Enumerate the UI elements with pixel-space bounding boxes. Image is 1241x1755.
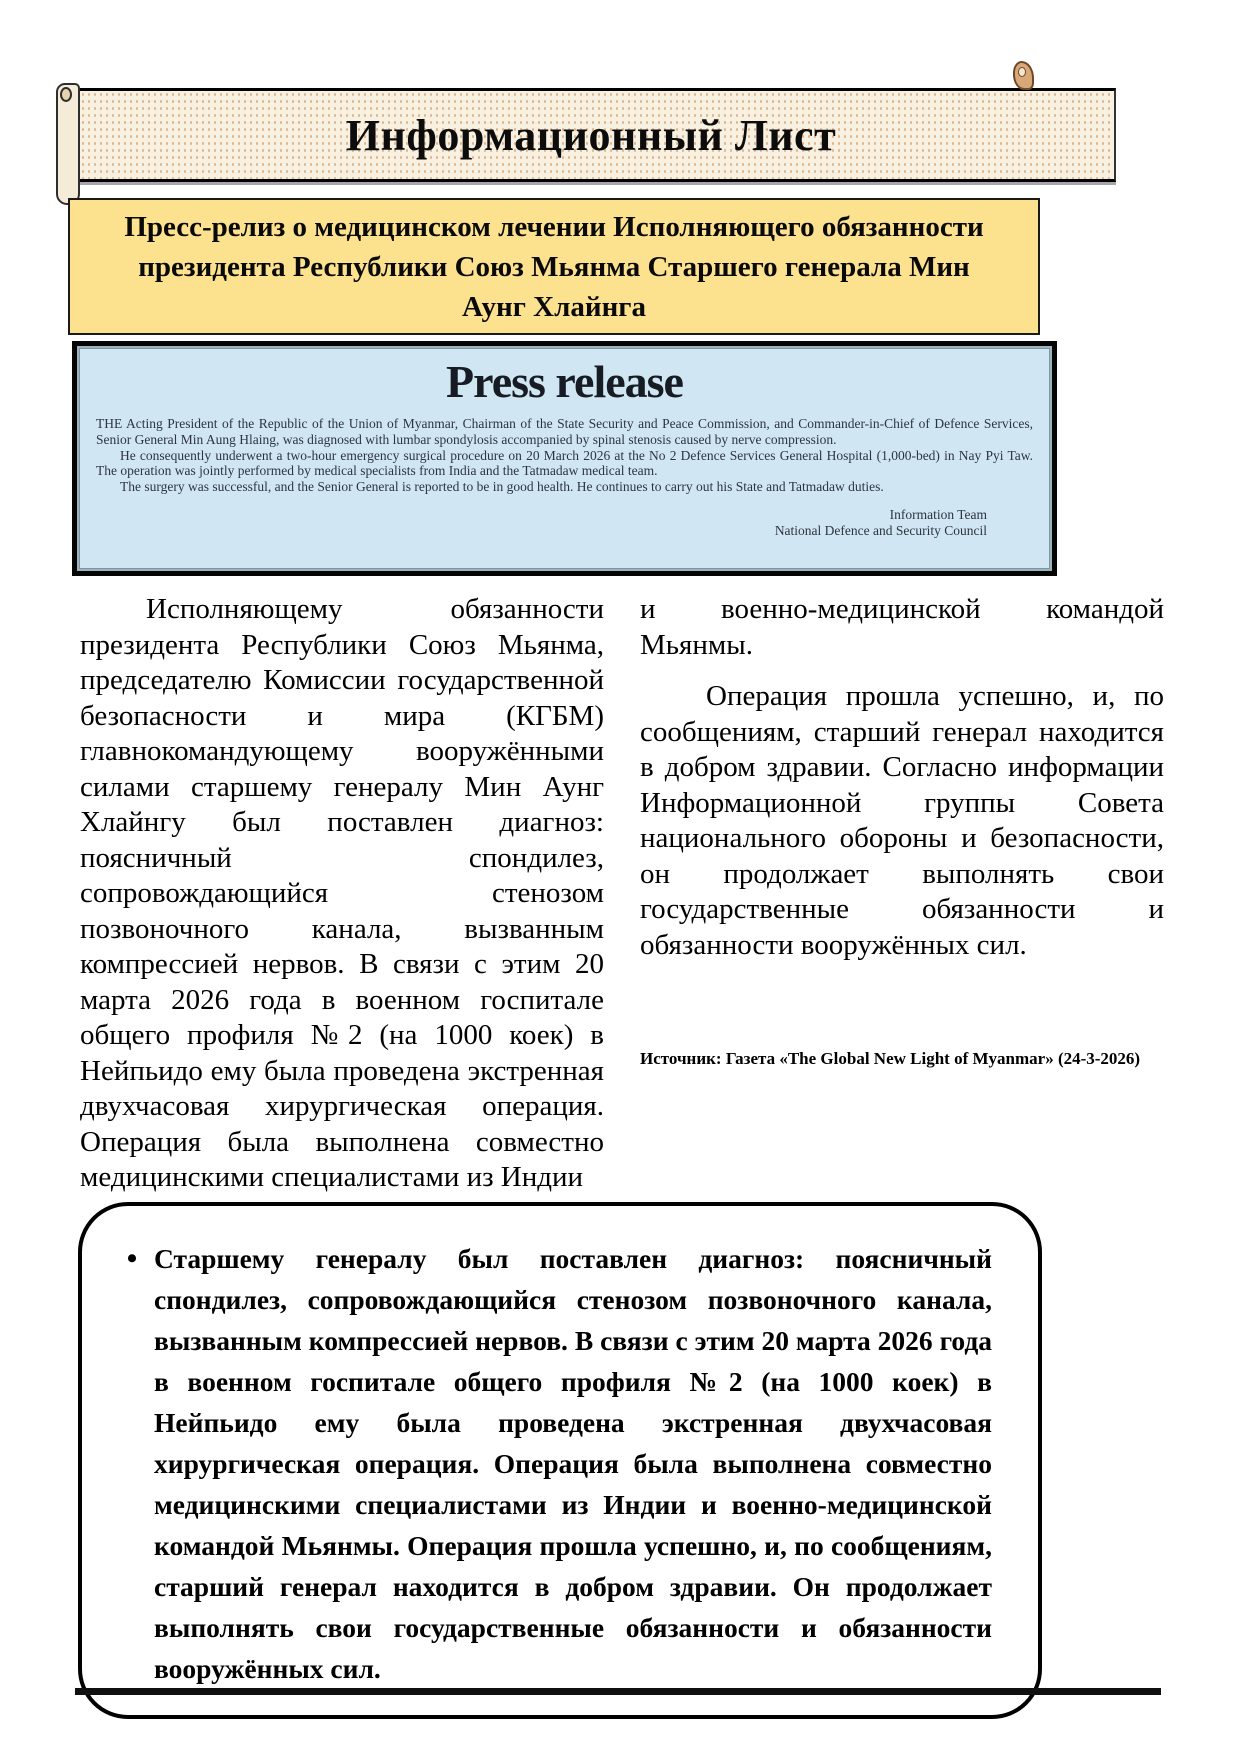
banner [68,88,1116,182]
article-paragraph: Исполняющему обязанности президента Республики Союз Мьянма, председателю Комиссии государственной безопасности и мира (КГБМ) главнокомандующему вооружёнными силами старшему генералу Мин Аунг Хлайнгу был поставлен диагноз: поясничный спондилез, сопровождающийся стенозом позвоночного канала, вызванным компрессией нервов. В связи с этим 20 марта 2026 года в военном госпитале общего профиля №2 (на 1000 коек) в Нейпьидо ему была проведена экстренная двухчасовая хирургическая операция. Операция была выполнена совместно медицинскими специалистами из Индии [80,593,604,1193]
bullet-marker: • [126,1242,138,1275]
bottom-rule [75,1688,1161,1695]
press-release-title: Press release [446,356,683,407]
signature-team: Information Team [889,506,987,522]
press-release-inner [79,348,1050,569]
press-release-clipping [72,341,1057,576]
summary-box [78,1202,1042,1719]
article-right-column [640,592,1164,1196]
article-body [80,592,1164,1196]
article-paragraph: и военно-медицинской командой Мьянмы. [640,593,1164,661]
summary-text: Старшему генералу был поставлен диагноз: поясничный спондилез, сопровождающийся стенозом позвоночного канала, вызванным компрессией нервов. В связи с этим 20 марта 2026 года в военном госпитале общего профиля №2 (на 1000 коек) в Нейпьидо ему была проведена экстренная двухчасовая хирургическая операция. Операция была выполнена совместно медицинскими специалистами из Индии и военно-медицинской командой Мьянмы. Операция прошла успешно, и, по сообщениям, старший генерал находится в добром здравии. Он продолжает выполнять свои государственные обязанности и обязанности вооружённых сил. [154,1243,992,1684]
scroll-roll-icon [56,83,80,205]
subtitle-box [68,198,1040,335]
subtitle-text: Пресс-релиз о медицинском лечении Исполняющего обязанности президента Республики Союз Мьянма Старшего генерала Мин Аунг Хлайнга [124,210,984,323]
scroll-curl-icon [1013,61,1034,90]
press-release-signature [96,507,1033,539]
press-release-paragraph: THE Acting President of the Republic of the Union of Myanmar, Chairman of the State Security and Peace Commission, and Commander-in-Chief of Defence Services, Senior General Min Aung Hlaing, was diagnosed with lumbar spondylosis accompanied by spinal stenosis caused by nerve compression. [96,416,1033,447]
page-title: Информационный Лист [345,110,837,160]
signature-council: National Defence and Security Council [774,522,987,538]
source-citation: Источник: Газета «The Global New Light of Myanmar» (24-3-2026) [640,1049,1141,1068]
article-paragraph: Операция прошла успешно, и, по сообщениям, старший генерал находится в добром здравии. Согласно информации Информационной группы Совета национального обороны и безопасности, он продолжает выполнять свои государственные обязанности и обязанности вооружённых сил. [640,680,1164,961]
press-release-paragraph: He consequently underwent a two-hour emergency surgical procedure on 20 March 2026 at the No 2 Defence Services General Hospital (1,000-bed) in Nay Pyi Taw. The operation was jointly performed by medical specialists from India and the Tatmadaw medical team. [96,447,1033,479]
press-release-paragraph: The surgery was successful, and the Senior General is reported to be in good health. He continues to carry out his State and Tatmadaw duties. [120,479,884,495]
article-left-column [80,592,604,1196]
